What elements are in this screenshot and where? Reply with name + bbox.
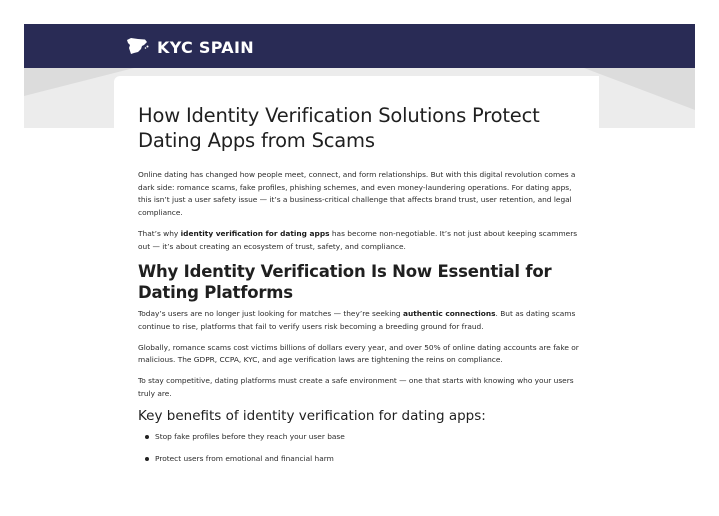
list-item-text: Protect users from emotional and financial harm	[155, 454, 334, 464]
p3-text-before: Today’s users are no longer just looking for matches — they’re seeking	[138, 309, 403, 319]
article-title: How Identity Verification Solutions Protect Dating Apps from Scams	[138, 104, 540, 152]
paragraph-competitive: To stay competitive, dating platforms must create a safe environment — one that starts with knowing who your users truly are.	[138, 376, 574, 398]
brand-name: KYC SPAIN	[157, 37, 254, 57]
p2-text-after: has become non-negotiable. It’s not just about keeping scammers out — it’s about creating an ecosystem of trust, safety, and compliance.	[138, 228, 578, 251]
section-heading: Why Identity Verification Is Now Essential for Dating Platforms	[138, 262, 552, 303]
list-item	[138, 431, 583, 443]
site-header	[24, 24, 695, 68]
site-logo[interactable]	[125, 36, 254, 58]
paragraph-global: Globally, romance scams cost victims billions of dollars every year, and over 50% of online dating accounts are fake or malicious. The GDPR, CCPA, KYC, and age verification laws are tightening the reins on compliance.	[138, 342, 579, 365]
p3-bold-phrase: authentic connections	[402, 309, 496, 319]
paragraph-why	[138, 228, 583, 253]
benefits-list	[138, 431, 583, 465]
list-item-text: Stop fake profiles before they reach your user base	[155, 432, 345, 442]
paragraph-users	[138, 308, 583, 333]
p3-text-after: . But as dating scams continue to rise, platforms that fail to verify users risk becoming a breeding ground for fraud.	[138, 309, 576, 331]
spain-map-icon	[125, 37, 149, 57]
p2-text-before: That’s why	[138, 228, 181, 238]
benefits-heading: Key benefits of identity verification for dating apps:	[138, 408, 486, 425]
bullet-icon	[145, 435, 149, 439]
intro-paragraph: Online dating has changed how people meet, connect, and form relationships. But with this digital revolution comes a dark side: romance scams, fake profiles, phishing schemes, and even money-laundering operations. For dating apps, this isn’t just a user safety issue — it’s a business-critical challenge that affects brand trust, user retention, and legal compliance.	[138, 170, 576, 218]
bullet-icon	[145, 457, 149, 461]
list-item	[138, 453, 583, 465]
p2-bold-phrase: identity verification for dating apps	[180, 228, 330, 238]
article-body	[138, 103, 583, 475]
